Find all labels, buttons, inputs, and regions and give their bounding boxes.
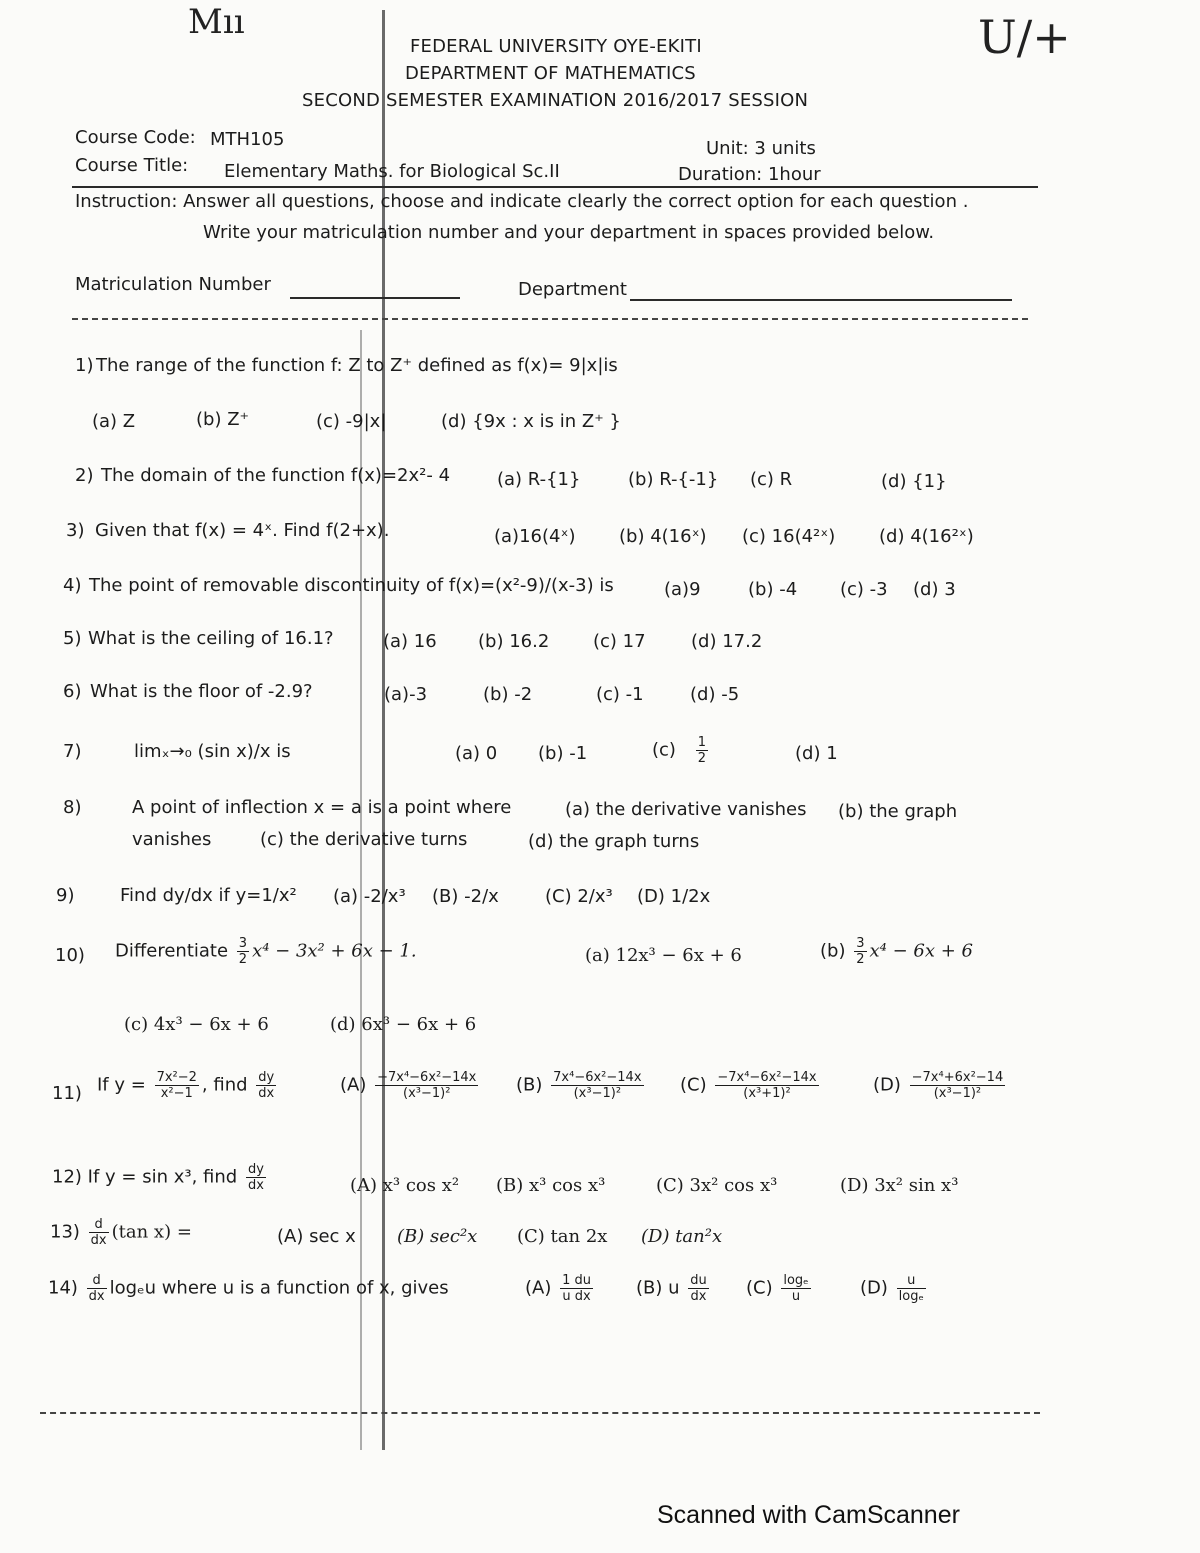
option-d-fraction: [897, 1274, 926, 1303]
university-name: FEDERAL UNIVERSITY OYE-EKITI: [410, 36, 702, 57]
option-a-den: u dx: [562, 1289, 591, 1304]
question-13-option-b[interactable]: (B) sec²x: [397, 1226, 478, 1247]
question-5-option-c[interactable]: (c) 17: [593, 631, 646, 652]
question-10-stem: [115, 937, 417, 966]
question-5-text: What is the ceiling of 16.1?: [88, 628, 334, 649]
question-14-option-c[interactable]: [746, 1274, 814, 1303]
question-2-option-a[interactable]: (a) R-{1}: [497, 469, 581, 490]
question-1-text: The range of the function f: Z to Z⁺ defined as f(x)= 9|x|is: [96, 355, 618, 376]
question-10-number: 10): [55, 945, 85, 966]
question-11-dydx: [256, 1071, 276, 1100]
course-title-label: Course Title:: [75, 155, 189, 176]
d-label: d: [87, 1274, 107, 1289]
question-8-option-d[interactable]: (d) the graph turns: [528, 831, 700, 852]
question-5-option-d[interactable]: (d) 17.2: [691, 631, 763, 652]
question-8-option-b[interactable]: (b) the graph: [838, 801, 958, 822]
question-1-option-c[interactable]: (c) -9|x|: [316, 411, 387, 432]
question-10-option-a[interactable]: (a) 12x³ − 6x + 6: [585, 945, 742, 966]
option-d-den: logₑ: [898, 1289, 924, 1304]
question-12-text: If y = sin x³, find: [87, 1166, 238, 1188]
question-13-option-a[interactable]: (A) sec x: [277, 1226, 356, 1247]
question-1-option-b[interactable]: (b) Z⁺: [196, 409, 250, 430]
dx-label: dx: [88, 1289, 105, 1304]
option-c-fraction: [781, 1274, 810, 1303]
handwritten-mark: U/+: [978, 10, 1071, 64]
question-4-option-a[interactable]: (a)9: [664, 579, 701, 600]
d-label: d: [89, 1218, 109, 1233]
question-11-number: 11): [52, 1083, 82, 1104]
option-a-fraction: [560, 1274, 593, 1303]
matric-input-line[interactable]: [290, 297, 460, 299]
option-b-fraction: [688, 1274, 709, 1303]
question-6-number: 6): [63, 681, 82, 702]
instruction-line-2: Write your matriculation number and your department in spaces provided below.: [203, 222, 935, 243]
question-4-number: 4): [63, 575, 82, 596]
fraction-one-half: [696, 736, 708, 765]
question-1-number: 1): [75, 355, 94, 376]
question-8-option-c[interactable]: (c) the derivative turns: [260, 829, 468, 850]
page-bottom-divider: [40, 1412, 1040, 1414]
option-a-num: 1 du: [562, 1273, 591, 1288]
question-14-option-b-label: (B) u: [636, 1277, 680, 1299]
question-7-option-a[interactable]: (a) 0: [455, 743, 498, 764]
question-9-number: 9): [56, 885, 75, 906]
option-b-coef-den: 2: [856, 952, 865, 967]
question-14-ddx: [87, 1274, 107, 1303]
question-11-option-c-label: (C): [680, 1074, 707, 1096]
instruction-line-1: Instruction: Answer all questions, choose and indicate clearly the correct option for each question .: [75, 191, 969, 212]
question-10-text: Differentiate: [115, 940, 229, 962]
question-12-option-d[interactable]: (D) 3x² sin x³: [840, 1175, 959, 1196]
question-10-option-d[interactable]: (d) 6x³ − 6x + 6: [330, 1014, 477, 1035]
question-11-option-a-label: (A): [340, 1074, 367, 1096]
question-13-number: 13): [50, 1221, 80, 1243]
camscanner-watermark: Scanned with CamScanner: [657, 1501, 960, 1529]
question-10-option-c[interactable]: (c) 4x³ − 6x + 6: [124, 1014, 269, 1035]
option-c-den: u: [791, 1289, 801, 1304]
question-11-option-d-label: (D): [873, 1074, 901, 1096]
question-3-option-d[interactable]: (d) 4(16²ˣ): [879, 526, 974, 547]
question-2-option-b[interactable]: (b) R-{-1}: [628, 469, 719, 490]
option-b-den: dx: [690, 1289, 707, 1304]
question-10-option-b[interactable]: [820, 937, 973, 966]
option-a-num: −7x⁴−6x²−14x: [377, 1070, 477, 1085]
department-input-line[interactable]: [630, 299, 1012, 301]
question-11-option-c[interactable]: [680, 1071, 822, 1100]
option-c-num: −7x⁴−6x²−14x: [717, 1070, 817, 1085]
question-11-text: If y =: [97, 1074, 146, 1096]
course-unit: Unit: 3 units: [706, 138, 816, 159]
question-11-option-d[interactable]: [873, 1071, 1008, 1100]
question-1-option-d[interactable]: (d) {9x : x is in Z⁺ }: [441, 411, 621, 432]
fields-divider: [72, 318, 1028, 320]
question-2-option-c[interactable]: (c) R: [750, 469, 793, 490]
question-11-func-den: x²−1: [160, 1086, 193, 1101]
dx-label: dx: [258, 1086, 275, 1101]
question-3-option-a[interactable]: (a)16(4ˣ): [494, 526, 576, 547]
question-14-option-d-label: (D): [860, 1277, 888, 1299]
dx-label: dx: [247, 1178, 264, 1193]
question-5-number: 5): [63, 628, 82, 649]
half-denominator: 2: [697, 751, 706, 766]
coef-denominator: 2: [238, 952, 248, 967]
coef-numerator: 3: [238, 936, 248, 951]
question-4-option-c[interactable]: (c) -3: [840, 579, 888, 600]
question-2-text: The domain of the function f(x)=2x²- 4: [101, 465, 451, 486]
question-14-option-d[interactable]: [860, 1274, 929, 1303]
question-14-option-c-label: (C): [746, 1277, 773, 1299]
question-7-option-d[interactable]: (d) 1: [795, 743, 838, 764]
question-14-option-a-label: (A): [525, 1277, 552, 1299]
question-7-option-c-label: (c): [652, 739, 676, 761]
handwritten-initials: Mıı: [188, 2, 245, 42]
question-14-stem: [48, 1274, 449, 1303]
question-8-number: 8): [63, 797, 82, 818]
question-9-option-b[interactable]: (B) -2/x: [432, 886, 499, 907]
question-9-option-a[interactable]: (a) -2/x³: [333, 886, 406, 907]
question-8-option-a[interactable]: (a) the derivative vanishes: [565, 799, 807, 820]
option-a-den: (x³−1)²: [403, 1086, 451, 1101]
question-7-option-b[interactable]: (b) -1: [538, 743, 588, 764]
option-b-coef-num: 3: [856, 936, 865, 951]
question-10-expression: x⁴ − 3x² + 6x − 1.: [252, 940, 417, 962]
question-14-number: 14): [48, 1277, 78, 1299]
question-11-func-num: 7x²−2: [156, 1070, 197, 1085]
question-7-number: 7): [63, 741, 82, 762]
question-2-option-d[interactable]: (d) {1}: [881, 471, 947, 492]
header-rule: [72, 186, 1038, 188]
question-12-stem: [52, 1163, 269, 1192]
question-7-option-c[interactable]: [652, 736, 711, 765]
option-a-fraction: [375, 1071, 478, 1100]
option-b-coef: [854, 937, 866, 966]
question-12-dydx: [246, 1163, 266, 1192]
question-3-option-b[interactable]: (b) 4(16ˣ): [619, 526, 707, 547]
question-13-stem: [50, 1218, 192, 1247]
question-3-text: Given that f(x) = 4ˣ. Find f(2+x).: [95, 520, 390, 541]
question-6-option-d[interactable]: (d) -5: [690, 684, 740, 705]
question-9-text: Find dy/dx if y=1/x²: [120, 885, 297, 906]
course-code-label: Course Code:: [75, 127, 196, 148]
question-13-ddx: [89, 1218, 109, 1247]
matric-label: Matriculation Number: [75, 274, 271, 295]
question-5-option-b[interactable]: (b) 16.2: [478, 631, 550, 652]
question-6-option-b[interactable]: (b) -2: [483, 684, 533, 705]
question-11-option-b[interactable]: [516, 1071, 647, 1100]
question-11-option-b-label: (B): [516, 1074, 543, 1096]
question-14-text: logₑu where u is a function of x, gives: [109, 1277, 449, 1299]
option-c-fraction: [715, 1071, 818, 1100]
question-13-text: (tan x) =: [111, 1221, 192, 1243]
question-13-option-d[interactable]: (D) tan²x: [641, 1226, 723, 1247]
question-9-option-c[interactable]: (C) 2/x³: [545, 886, 613, 907]
exam-title: SECOND SEMESTER EXAMINATION 2016/2017 SESSION: [302, 90, 809, 111]
option-d-fraction: [910, 1071, 1006, 1100]
course-title-value: Elementary Maths. for Biological Sc.II: [224, 161, 560, 182]
question-4-text: The point of removable discontinuity of f(x)=(x²-9)/(x-3) is: [89, 575, 614, 596]
option-d-num: u: [897, 1274, 926, 1289]
question-1-option-a[interactable]: (a) Z: [92, 411, 136, 432]
option-d-num: −7x⁴+6x²−14: [911, 1070, 1004, 1085]
option-c-den: (x³+1)²: [743, 1086, 791, 1101]
question-4-option-d[interactable]: (d) 3: [913, 579, 956, 600]
question-6-text: What is the floor of -2.9?: [90, 681, 313, 702]
question-3-option-c[interactable]: (c) 16(4²ˣ): [742, 526, 836, 547]
question-6-option-c[interactable]: (c) -1: [596, 684, 644, 705]
option-b-num: 7x⁴−6x²−14x: [553, 1070, 642, 1085]
dx-label: dx: [90, 1233, 107, 1248]
question-9-option-d[interactable]: (D) 1/2x: [637, 886, 711, 907]
option-c-num: logₑ: [783, 1273, 809, 1288]
question-5-option-a[interactable]: (a) 16: [383, 631, 437, 652]
department-label: Department: [518, 279, 627, 300]
course-code-value: MTH105: [210, 129, 285, 150]
question-2-number: 2): [75, 465, 94, 486]
dy-label: dy: [258, 1070, 275, 1085]
question-11-find: , find: [201, 1074, 248, 1096]
question-4-option-b[interactable]: (b) -4: [748, 579, 798, 600]
option-b-num: du: [690, 1273, 707, 1288]
question-8-text: A point of inflection x = a is a point where: [132, 797, 512, 818]
department-name: DEPARTMENT OF MATHEMATICS: [405, 63, 696, 84]
fraction-three-halves: [237, 937, 249, 966]
option-d-den: (x³−1)²: [933, 1086, 982, 1101]
question-14-option-a[interactable]: [525, 1274, 596, 1303]
option-b-fraction: [551, 1071, 643, 1100]
question-6-option-a[interactable]: (a)-3: [384, 684, 428, 705]
question-12-option-b[interactable]: (B) x³ cos x³: [496, 1175, 606, 1196]
option-b-expr: x⁴ − 6x + 6: [869, 940, 973, 962]
question-3-number: 3): [66, 520, 85, 541]
question-11-stem: [97, 1071, 279, 1100]
question-8-option-b-cont[interactable]: vanishes: [132, 829, 212, 850]
dy-label: dy: [247, 1162, 264, 1177]
question-12-option-c[interactable]: (C) 3x² cos x³: [656, 1175, 778, 1196]
course-duration: Duration: 1hour: [678, 164, 821, 185]
question-10-option-b-label: (b): [820, 940, 846, 962]
option-b-den: (x³−1)²: [573, 1086, 622, 1101]
question-12-number: 12): [52, 1166, 82, 1188]
question-12-option-a[interactable]: (A) x³ cos x²: [350, 1175, 460, 1196]
half-numerator: 1: [697, 735, 706, 750]
question-14-option-b[interactable]: [636, 1274, 712, 1303]
question-11-option-a[interactable]: [340, 1071, 481, 1100]
question-11-function: [155, 1071, 199, 1100]
question-13-option-c[interactable]: (C) tan 2x: [517, 1226, 608, 1247]
question-7-text: limₓ→₀ (sin x)/x is: [134, 741, 291, 762]
